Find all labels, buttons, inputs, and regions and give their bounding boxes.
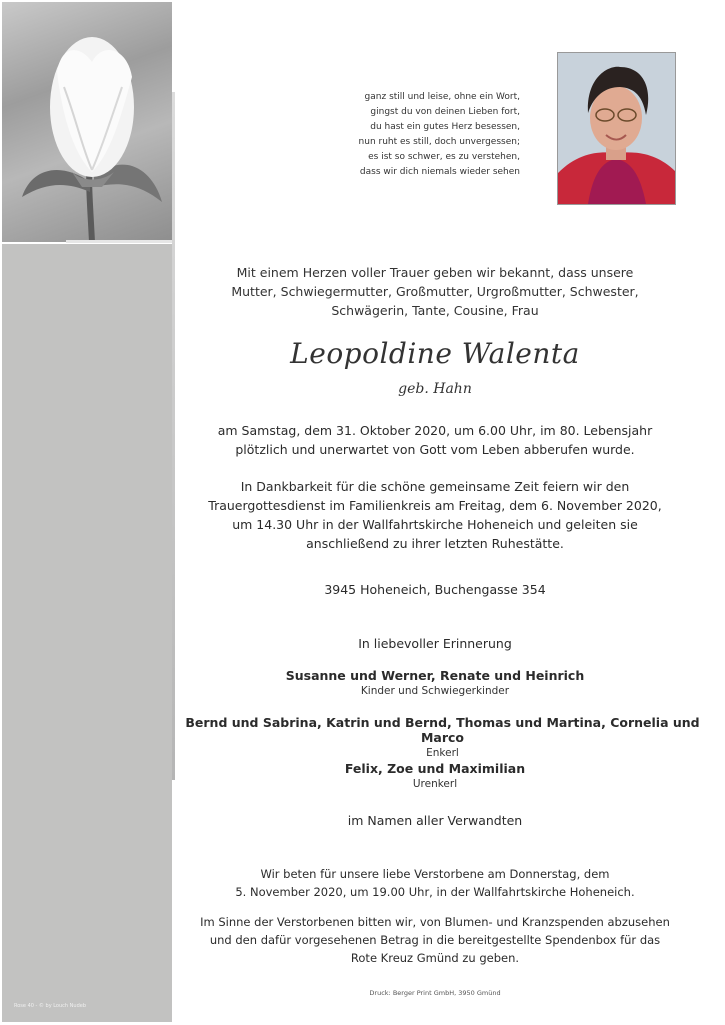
poem-line: ganz still und leise, ohne ein Wort,: [364, 92, 520, 102]
maiden-name: geb. Hahn: [398, 381, 472, 397]
intro-line: Mutter, Schwiegermutter, Großmutter, Urgroßmutter, Schwester,: [231, 284, 639, 299]
family-names: Susanne und Werner, Renate und Heinrich: [285, 668, 585, 683]
funeral-line: Trauergottesdienst im Familienkreis am Freitag, dem 6. November 2020,: [208, 498, 662, 513]
funeral-details: [175, 477, 695, 553]
prayer-line: Wir beten für unsere liebe Verstorbene am Donnerstag, dem: [260, 867, 610, 881]
death-line: am Samstag, dem 31. Oktober 2020, um 6.00 Uhr, im 80. Lebensjahr: [217, 423, 653, 438]
image-credit: Rose 40 - © by Louch Nudeb: [14, 1003, 87, 1009]
poem-line: es ist so schwer, es zu verstehen,: [368, 152, 520, 162]
family-role: Urenkerl: [412, 778, 458, 790]
poem-line: dass wir dich niemals wieder sehen: [359, 167, 520, 177]
prayer-notice: [175, 865, 695, 901]
intro-line: Mit einem Herzen voller Trauer geben wir bekannt, dass unsere: [236, 265, 634, 280]
rose-illustration: [2, 2, 172, 242]
donation-notice: [175, 913, 695, 967]
prayer-line: 5. November 2020, um 19.00 Uhr, in der Wallfahrtskirche Hoheneich.: [235, 885, 635, 899]
donation-line: Im Sinne der Verstorbenen bitten wir, von Blumen- und Kranzspenden abzusehen: [200, 915, 670, 929]
funeral-line: In Dankbarkeit für die schöne gemeinsame Zeit feiern wir den: [240, 479, 630, 494]
family-group: [175, 715, 710, 759]
horizontal-divider: [66, 240, 175, 243]
family-role: Kinder und Schwiegerkinder: [360, 685, 510, 697]
family-group: [175, 668, 695, 697]
portrait-illustration: [558, 53, 675, 204]
donation-line: und den dafür vorgesehenen Betrag in die bereitgestellte Spendenbox für das: [209, 933, 661, 947]
funeral-line: anschließend zu ihrer letzten Ruhestätte.: [306, 536, 564, 551]
poem-line: gingst du von deinen Lieben fort,: [370, 107, 520, 117]
death-line: plötzlich und unerwartet von Gott vom Leben abberufen wurde.: [235, 442, 635, 457]
announcement-intro: [175, 263, 695, 320]
family-group: [175, 761, 695, 790]
family-names: Bernd und Sabrina, Katrin und Bernd, Thomas und Martina, Cornelia und Marco: [185, 715, 700, 745]
family-names: Felix, Zoe und Maximilian: [344, 761, 526, 776]
deceased-name: Leopoldine Walenta: [290, 337, 580, 370]
rose-image: [2, 2, 172, 242]
portrait-photo: [557, 52, 676, 205]
funeral-line: um 14.30 Uhr in der Wallfahrtskirche Hoheneich und geleiten sie: [232, 517, 638, 532]
poem: [330, 90, 520, 180]
memory-heading: In liebevoller Erinnerung: [358, 636, 512, 651]
donation-line: Rote Kreuz Gmünd zu geben.: [350, 951, 520, 965]
address: 3945 Hoheneich, Buchengasse 354: [324, 582, 546, 597]
family-role: Enkerl: [426, 747, 459, 759]
intro-line: Schwägerin, Tante, Cousine, Frau: [331, 303, 539, 318]
printer-credit: Druck: Berger Print GmbH, 3950 Gmünd: [369, 989, 501, 997]
death-notice: [175, 421, 695, 459]
poem-line: du hast ein gutes Herz besessen,: [370, 122, 520, 132]
poem-line: nun ruht es still, doch unvergessen;: [358, 137, 520, 147]
sidebar-panel: [2, 244, 172, 1022]
relatives-line: im Namen aller Verwandten: [347, 813, 523, 828]
